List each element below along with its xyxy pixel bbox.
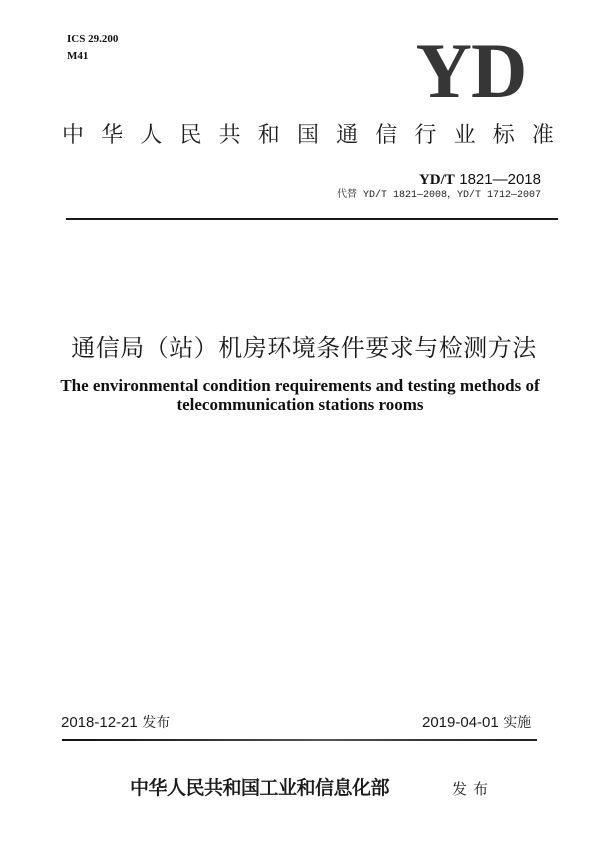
standard-number — [419, 171, 541, 189]
implement-date-value: 2019-04-01 — [422, 714, 499, 731]
publish-date-value: 2018-12-21 — [61, 714, 138, 731]
industry-title-char: 华 — [101, 123, 124, 148]
industry-title-char: 民 — [179, 123, 202, 148]
top-divider — [66, 218, 558, 220]
industry-title-char: 国 — [296, 123, 319, 148]
replaces-standards: 代替 YD/T 1821—2008，YD/T 1712—2007 — [336, 190, 541, 201]
industry-title-char: 准 — [531, 123, 554, 148]
industry-title-char: 标 — [492, 123, 515, 148]
publish-date-label: 发布 — [142, 715, 171, 731]
industry-title-char: 业 — [453, 123, 476, 148]
implement-date — [422, 714, 531, 732]
standard-code: 1821—2018 — [459, 171, 541, 188]
implement-date-label: 实施 — [503, 715, 532, 731]
industry-title-char: 通 — [336, 123, 359, 148]
industry-title-char: 人 — [140, 123, 163, 148]
english-title — [0, 376, 600, 414]
industry-title-char: 信 — [375, 123, 398, 148]
bottom-divider — [62, 739, 537, 741]
industry-standard-title — [62, 121, 554, 151]
industry-title-char: 行 — [414, 123, 437, 148]
english-title-line-1: The environmental condition requirements and testing methods of — [60, 376, 540, 395]
ics-code: ICS 29.200 — [67, 33, 119, 45]
publish-date — [61, 714, 170, 732]
publisher-action: 发布 — [452, 780, 495, 798]
industry-title-char: 中 — [62, 123, 85, 148]
classification-codes — [67, 31, 118, 65]
publisher-name: 中华人民共和国工业和信息化部 — [130, 777, 390, 799]
ccs-code: M41 — [67, 50, 89, 62]
standard-prefix: YD/T — [418, 172, 455, 188]
industry-title-char: 和 — [257, 123, 280, 148]
industry-title-char: 共 — [218, 123, 241, 148]
english-title-line-2: telecommunication stations rooms — [176, 395, 424, 414]
chinese-title: 通信局（站）机房环境条件要求与检测方法 — [71, 334, 537, 362]
yd-logo: YD — [415, 27, 527, 114]
